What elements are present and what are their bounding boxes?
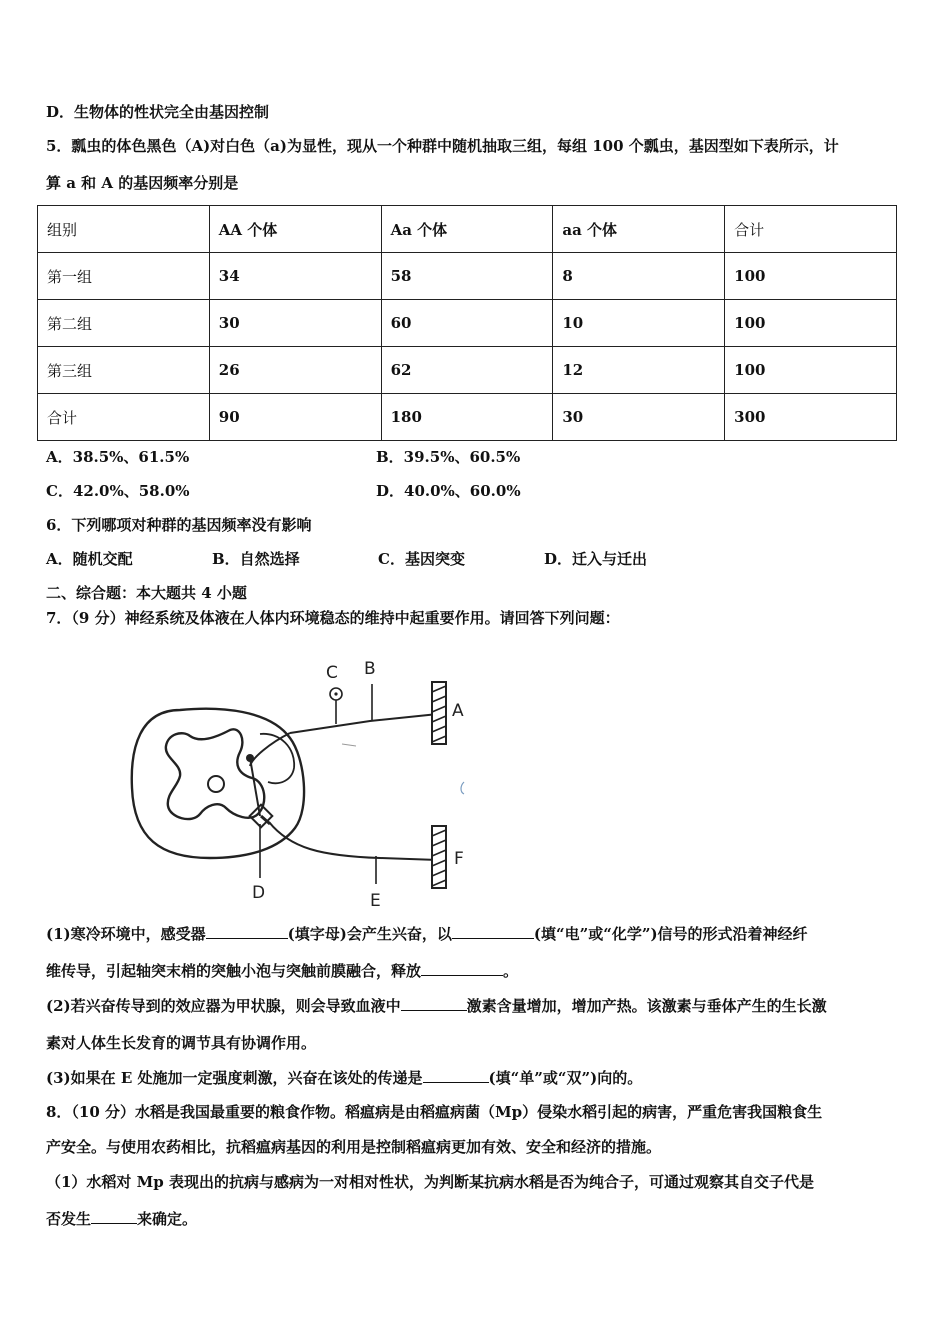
- q7-part2-line1: [46, 995, 827, 1017]
- table-cell: 30: [553, 394, 725, 441]
- section-2-heading: 二、综合题：本大题共 4 小题: [46, 584, 247, 602]
- q8-p1-text-b: 否发生: [46, 1210, 92, 1228]
- q5-option-b: B．39.5%、60.5%: [376, 448, 521, 466]
- label-d: D: [252, 883, 266, 903]
- label-c: C: [326, 663, 338, 683]
- answer-blank[interactable]: [421, 961, 503, 976]
- q7-part1-line1: [46, 923, 808, 945]
- table-cell: 58: [381, 253, 553, 300]
- table-row: [38, 253, 897, 300]
- q8-stem-line1: 8．（10 分）水稻是我国最重要的粮食作物。稻瘟病是由稻瘟病菌（Mp）侵染水稻引起的病害，严重危害我国粮食生: [46, 1103, 823, 1121]
- q7-p1-text-a: (1)寒冷环境中，感受器: [46, 925, 206, 943]
- q7-part1-line2: [46, 960, 518, 982]
- q7-p1-text-e: 。: [503, 962, 519, 980]
- q6-stem: 6．下列哪项对种群的基因频率没有影响: [46, 516, 312, 534]
- table-cell: 26: [209, 347, 381, 394]
- table-cell: 100: [725, 347, 897, 394]
- answer-blank[interactable]: [423, 1068, 489, 1083]
- q5-option-d: D．40.0%、60.0%: [376, 482, 521, 500]
- table-cell: 60: [381, 300, 553, 347]
- table-cell: 合计: [38, 394, 210, 441]
- q7-p1-text-d: 维传导，引起轴突末梢的突触小泡与突触前膜融合，释放: [46, 962, 422, 980]
- table-row: [38, 300, 897, 347]
- central-canal: [208, 776, 224, 792]
- q8-part1-line1: （1）水稻对 Mp 表现出的抗病与感病为一对相对性状，为判断某抗病水稻是否为纯合子，可通过观察其自交子代是: [46, 1173, 814, 1191]
- q8-stem-line2: 产安全。与使用农药相比，抗稻瘟病基因的利用是控制稻瘟病更加有效、安全和经济的措施。: [46, 1138, 662, 1156]
- grey-matter-outline: [166, 729, 264, 819]
- c-electrode-dot: [334, 692, 337, 695]
- answer-blank[interactable]: [401, 996, 467, 1011]
- q7-p3-text-a: (3)如果在 E 处施加一定强度刺激，兴奋在该处的传递是: [46, 1069, 423, 1087]
- answer-blank[interactable]: [91, 1209, 137, 1224]
- table-row: [38, 347, 897, 394]
- answer-blank[interactable]: [452, 924, 534, 939]
- q6-option-d: D．迁入与迁出: [544, 550, 648, 568]
- q7-p3-text-b: (填“单”或“双”)向的。: [488, 1069, 643, 1087]
- q7-part3-line: [46, 1067, 642, 1089]
- q5-option-a: A．38.5%、61.5%: [46, 448, 190, 466]
- option-d-line: D．生物体的性状完全由基因控制: [46, 103, 270, 121]
- table-cell: 100: [725, 300, 897, 347]
- q6-option-c: C．基因突变: [378, 550, 465, 568]
- table-cell: 第一组: [38, 253, 210, 300]
- table-cell: 第三组: [38, 347, 210, 394]
- label-e: E: [370, 891, 381, 910]
- q6-option-b: B．自然选择: [212, 550, 300, 568]
- afferent-branch: [250, 733, 290, 766]
- table-cell: 8: [553, 253, 725, 300]
- table-cell: 第二组: [38, 300, 210, 347]
- faint-bracket: [461, 782, 464, 794]
- q7-p2-text-a: (2)若兴奋传导到的效应器为甲状腺，则会导致血液中: [46, 997, 401, 1015]
- table-cell: 12: [553, 347, 725, 394]
- table-cell: 100: [725, 253, 897, 300]
- label-f: F: [454, 849, 464, 869]
- q7-p2-text-b: 激素含量增加，增加产热。该激素与垂体产生的生长激: [466, 997, 827, 1015]
- table-cell: 180: [381, 394, 553, 441]
- table-header-cell: AA 个体: [209, 206, 381, 253]
- q5-stem-line1: 5．瓢虫的体色黑色（A)对白色（a)为显性，现从一个种群中随机抽取三组，每组 100 个瓢虫，基因型如下表所示，计: [46, 137, 839, 155]
- table-cell: 10: [553, 300, 725, 347]
- afferent-fiber: [290, 714, 438, 733]
- q6-option-a: A．随机交配: [46, 550, 133, 568]
- answer-blank[interactable]: [206, 924, 288, 939]
- spinal-cord-reflex-arc-diagram: [120, 648, 480, 910]
- q7-stem: 7．（9 分）神经系统及体液在人体内环境稳态的维持中起重要作用。请回答下列问题：: [46, 609, 620, 627]
- table-cell: 90: [209, 394, 381, 441]
- q8-p1-text-c: 来确定。: [137, 1210, 198, 1228]
- q8-part1-line2: [46, 1208, 197, 1230]
- table-header-row: [38, 206, 897, 253]
- table-cell: 34: [209, 253, 381, 300]
- q7-p1-text-c: (填“电”或“化学”)信号的形式沿着神经纤: [533, 925, 808, 943]
- q5-option-c: C．42.0%、58.0%: [46, 482, 190, 500]
- table-header-cell: 组别: [38, 206, 210, 253]
- label-b: B: [364, 659, 376, 679]
- q5-stem-line2: 算 a 和 A 的基因频率分别是: [46, 174, 239, 192]
- q7-p1-text-b: (填字母)会产生兴奋，以: [287, 925, 452, 943]
- table-header-cell: aa 个体: [553, 206, 725, 253]
- table-header-cell: Aa 个体: [381, 206, 553, 253]
- table-row: [38, 394, 897, 441]
- genotype-table: [37, 205, 897, 441]
- table-cell: 62: [381, 347, 553, 394]
- table-cell: 300: [725, 394, 897, 441]
- table-cell: 30: [209, 300, 381, 347]
- table-header-cell: 合计: [725, 206, 897, 253]
- faint-mark: [342, 744, 356, 746]
- label-a: A: [452, 701, 464, 721]
- q7-part2-line2: 素对人体生长发育的调节具有协调作用。: [46, 1034, 317, 1052]
